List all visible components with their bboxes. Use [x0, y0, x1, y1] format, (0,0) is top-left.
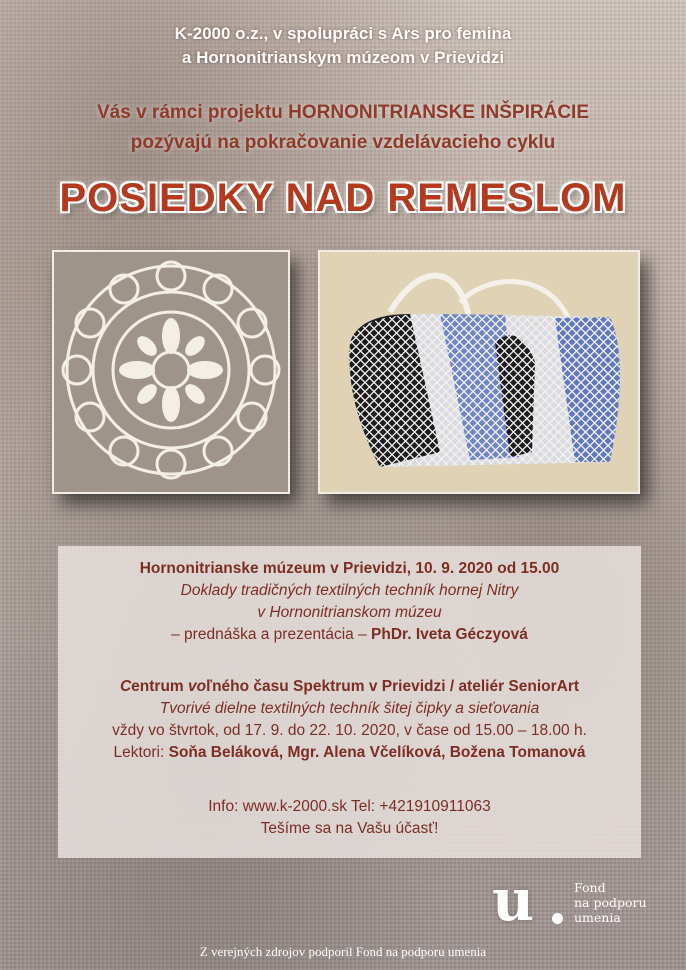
event-workshop-block	[58, 676, 641, 764]
organizers-block	[0, 22, 686, 70]
event1-format: – prednáška a prezentácia –	[171, 626, 367, 643]
invitation-line-1: Vás v rámci projektu HORNONITRIANSKE INŠPIRÁCIE	[97, 102, 589, 123]
fund-logo-line-2: na podporu	[574, 895, 647, 910]
organizers-line-1: K-2000 o.z., v spolupráci s Ars pro femina	[174, 24, 512, 43]
fund-logo-dot	[552, 913, 563, 924]
contact-closing: Tešíme sa na Vašu účasť!	[260, 820, 439, 837]
event1-topic-line-1: Doklady tradičných textilných techník hornej Nitry	[180, 582, 519, 599]
contact-info: Info: www.k-2000.sk Tel: +421910911063	[208, 798, 491, 815]
net-bag-illustration	[320, 252, 638, 492]
event2-venue-c: C	[119, 678, 132, 695]
fund-logo-line-3: umenia	[574, 910, 621, 925]
fund-logo-line-1: Fond	[574, 880, 606, 895]
event2-venue	[58, 676, 641, 698]
invitation-line-2: pozývajú na pokračovanie vzdelávacieho cyklu	[130, 132, 556, 153]
lace-doily-photo	[52, 250, 290, 494]
organizers-line-2: a Hornonitrianskym múzeom v Prievidzi	[181, 48, 505, 67]
event1-venue-date: Hornonitrianske múzeum v Prievidzi, 10. 9. 2020 od 15.00	[139, 560, 560, 577]
event1-speaker: PhDr. Iveta Géczyová	[371, 626, 528, 643]
event2-lecturers	[58, 742, 641, 764]
event2-venue-entrum: entrum	[131, 678, 184, 695]
fund-logo-text	[574, 880, 647, 925]
event2-schedule: vždy vo štvrtok, od 17. 9. do 22. 10. 2020, v čase od 15.00 – 18.00 h.	[112, 722, 587, 739]
event1-format-speaker	[58, 624, 641, 646]
event-museum-block	[58, 558, 641, 646]
event2-topic: Tvorivé dielne textilných techník šitej čipky a sieťovania	[159, 700, 540, 717]
net-bag-photo	[318, 250, 640, 494]
funding-footer: Z verejných zdrojov podporil Fond na podporu umenia	[199, 944, 487, 959]
poster-title: POSIEDKY NAD REMESLOM	[59, 176, 627, 220]
contact-block	[58, 796, 641, 840]
invitation-block	[0, 98, 686, 158]
event1-topic-line-2: v Hornonitrianskom múzeu	[257, 604, 442, 621]
fund-logo-mark: u	[492, 866, 535, 934]
event2-venue-rest: ľného času Spektrum v Prievidzi / ateliér SeniorArt	[206, 678, 580, 695]
lace-doily-illustration	[54, 252, 288, 492]
event2-venue-vo: vo	[188, 678, 207, 695]
event2-lecturers-names: Soňa Beláková, Mgr. Alena Včelíková, Božena Tomanová	[168, 744, 586, 761]
event2-lecturers-label: Lektori:	[113, 744, 165, 761]
